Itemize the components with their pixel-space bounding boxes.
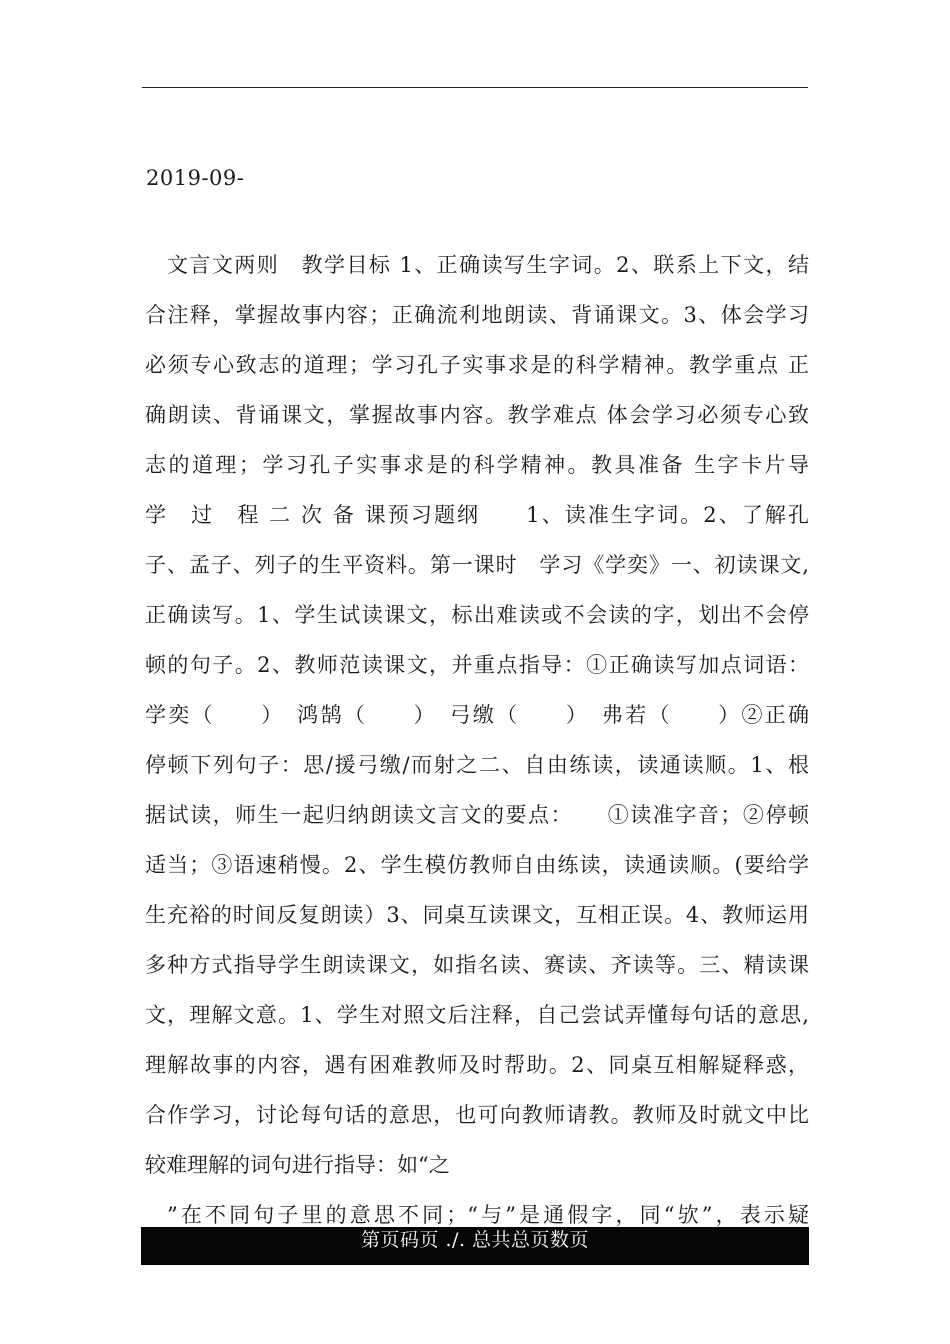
- body-line: 文，理解文意。1、学生对照文后注释，自己尝试弄懂每句话的意思,: [145, 1003, 809, 1027]
- body-line: 生充裕的时间反复朗读）3、同桌互读课文，互相正误。4、教师运用: [145, 903, 809, 927]
- body-line: 理解故事的内容，遇有困难教师及时帮助。2、同桌互相解疑释惑，: [145, 1053, 809, 1077]
- body-line: 据试读，师生一起归纳朗读文言文的要点： ①读准字音；②停顿: [145, 803, 809, 827]
- body-line: 适当；③语速稍慢。2、学生模仿教师自由练读，读通读顺。(要给学: [145, 853, 809, 877]
- body-line: 多种方式指导学生朗读课文，如指名读、赛读、齐读等。三、精读课: [145, 953, 809, 977]
- body-line: ”在不同句子里的意思不同；“与”是通假字，同“欤”，表示疑: [167, 1203, 809, 1227]
- body-line: 文言文两则 教学目标 1、正确读写生字词。2、联系上下文，结: [167, 253, 809, 277]
- document-date: 2019-09-: [146, 166, 245, 190]
- body-line: 停顿下列句子：思/援弓缴/而射之二、自由练读，读通读顺。1、根: [145, 753, 809, 777]
- body-line: 学奕（ ） 鸿鹄（ ） 弓缴（ ） 弗若（ ）②正确: [145, 703, 809, 727]
- body-line: 合作学习，讨论每句话的意思，也可向教师请教。教师及时就文中比: [145, 1103, 809, 1127]
- body-line: 正确读写。1、学生试读课文，标出难读或不会读的字，划出不会停: [145, 603, 809, 627]
- body-line: 学 过 程 二 次 备 课预习题纲 1、读准生字词。2、了解孔: [145, 503, 809, 527]
- page-footer: [141, 1227, 809, 1265]
- body-line: 确朗读、背诵课文，掌握故事内容。教学难点 体会学习必须专心致: [145, 403, 809, 427]
- header-rule: [142, 87, 808, 88]
- document-body: [145, 240, 809, 1240]
- body-line: 较难理解的词句进行指导：如“之: [145, 1153, 450, 1177]
- body-line: 顿的句子。2、教师范读课文，并重点指导：①正确读写加点词语：: [145, 653, 809, 677]
- body-line: 合注释，掌握故事内容；正确流利地朗读、背诵课文。3、体会学习: [145, 303, 809, 327]
- body-line: 必须专心致志的道理；学习孔子实事求是的科学精神。教学重点 正: [145, 353, 809, 377]
- body-line: 志的道理；学习孔子实事求是的科学精神。教具准备 生字卡片导: [145, 453, 809, 477]
- page-number-text: 第页码页 ./. 总共总页数页: [360, 1229, 590, 1251]
- body-line: 子、孟子、列子的生平资料。第一课时 学习《学奕》一、初读课文,: [145, 553, 809, 577]
